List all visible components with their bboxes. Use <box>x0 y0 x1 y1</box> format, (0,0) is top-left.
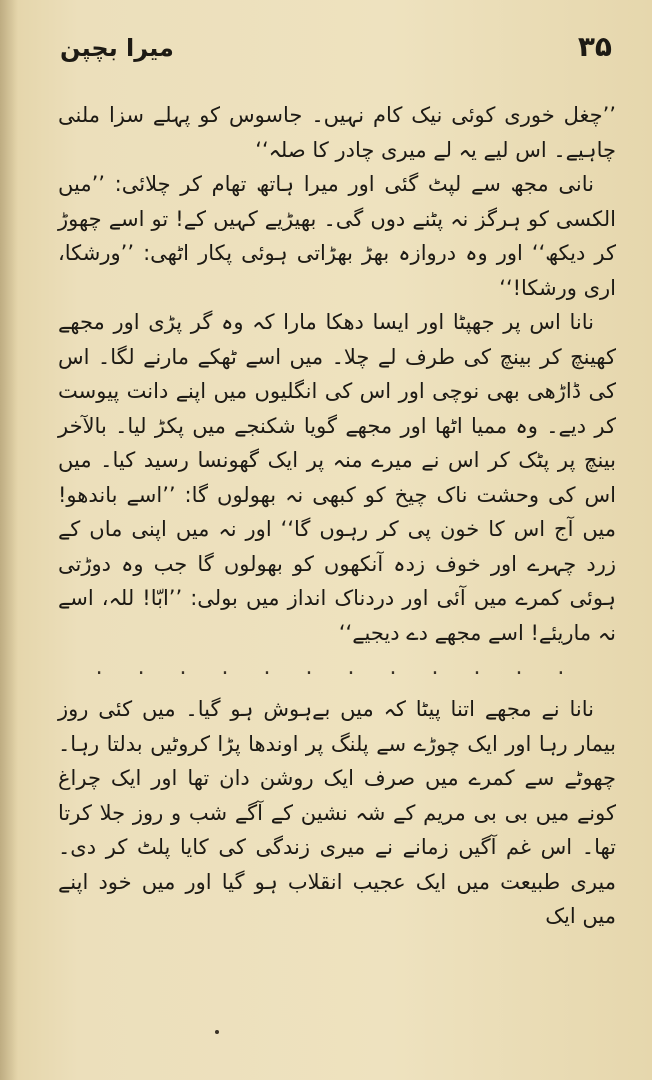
body-text <box>58 98 616 934</box>
paragraph-4: نانا نے مجھے اتنا پیٹا کہ میں بےہوش ہو گیا۔ میں کئی روز بیمار رہا اور ایک چوڑے سے پلنگ پر اوندھا پڑا کروٹیں بدلتا رہا۔ چھوٹے سے کمرے میں صرف ایک روشن دان تھا اور ایک چراغ کونے میں بی بی مریم کے شہ نشین کے آگے شب و روز جلا کرتا تھا۔ اس غم آگیں زمانے نے میری زندگی کی کایا پلٹ کر دی۔ میری طبیعت میں ایک عجیب انقلاب ہو گیا اور میں خود اپنے میں ایک <box>58 697 616 928</box>
paragraph-3: نانا اس پر جھپٹا اور ایسا دھکا مارا کہ وہ گر پڑی اور مجھے کھینچ کر بینچ کی طرف لے چلا۔ میں اسے ٹھکے مارنے لگا۔ اس کی ڈاڑھی بھی نوچی اور اس کی انگلیوں میں اپنے دانت پیوست کر دیے۔ وہ ممیا اٹھا اور مجھے گویا شکنجے میں پکڑ لیا۔ بالآخر بینچ پر پٹک کر اس نے میرے منہ پر ایک گھونسا رسید کیا۔ میں اس کی وحشت ناک چیخ کو کبھی نہ بھولوں گا: ’’اسے باندھو! میں آج اس کا خون پی کر رہوں گا‘‘ اور نہ میں اپنی ماں کے زرد چہرے اور خوف زدہ آنکھوں کو بھولوں گا جب وہ دوڑتی ہوئی کمرے میں آئی اور دردناک انداز میں بولی: ’’ابّا! للہ، اسے نہ ماریئے! اسے مجھے دے دیجیے‘‘ <box>58 310 616 645</box>
page-fold-shadow <box>0 0 18 1080</box>
page-header <box>60 28 612 78</box>
ink-speck <box>215 1030 219 1034</box>
paragraph-1: ’’چغل خوری کوئی نیک کام نہیں۔ جاسوس کو پہلے سزا ملنی چاہیے۔ اس لیے یہ لے میری چادر کا صلہ‘‘ <box>58 103 616 162</box>
section-separator: . . . . . . . . . . . . <box>95 655 579 680</box>
running-title: میرا بچپن <box>60 34 174 62</box>
page-number: ۳۵ <box>577 30 612 63</box>
paragraph-2: نانی مجھ سے لپٹ گئی اور میرا ہاتھ تھام کر چلائی: ’’میں الکسی کو ہرگز نہ پٹنے دوں گی۔ بھیڑیے کہیں کے! تو اسے چھوڑ کر دیکھ‘‘ اور وہ دروازہ بھڑ بھڑاتی ہوئی پکار اٹھی: ’’ورشکا، اری ورشکا!‘‘ <box>58 172 616 300</box>
